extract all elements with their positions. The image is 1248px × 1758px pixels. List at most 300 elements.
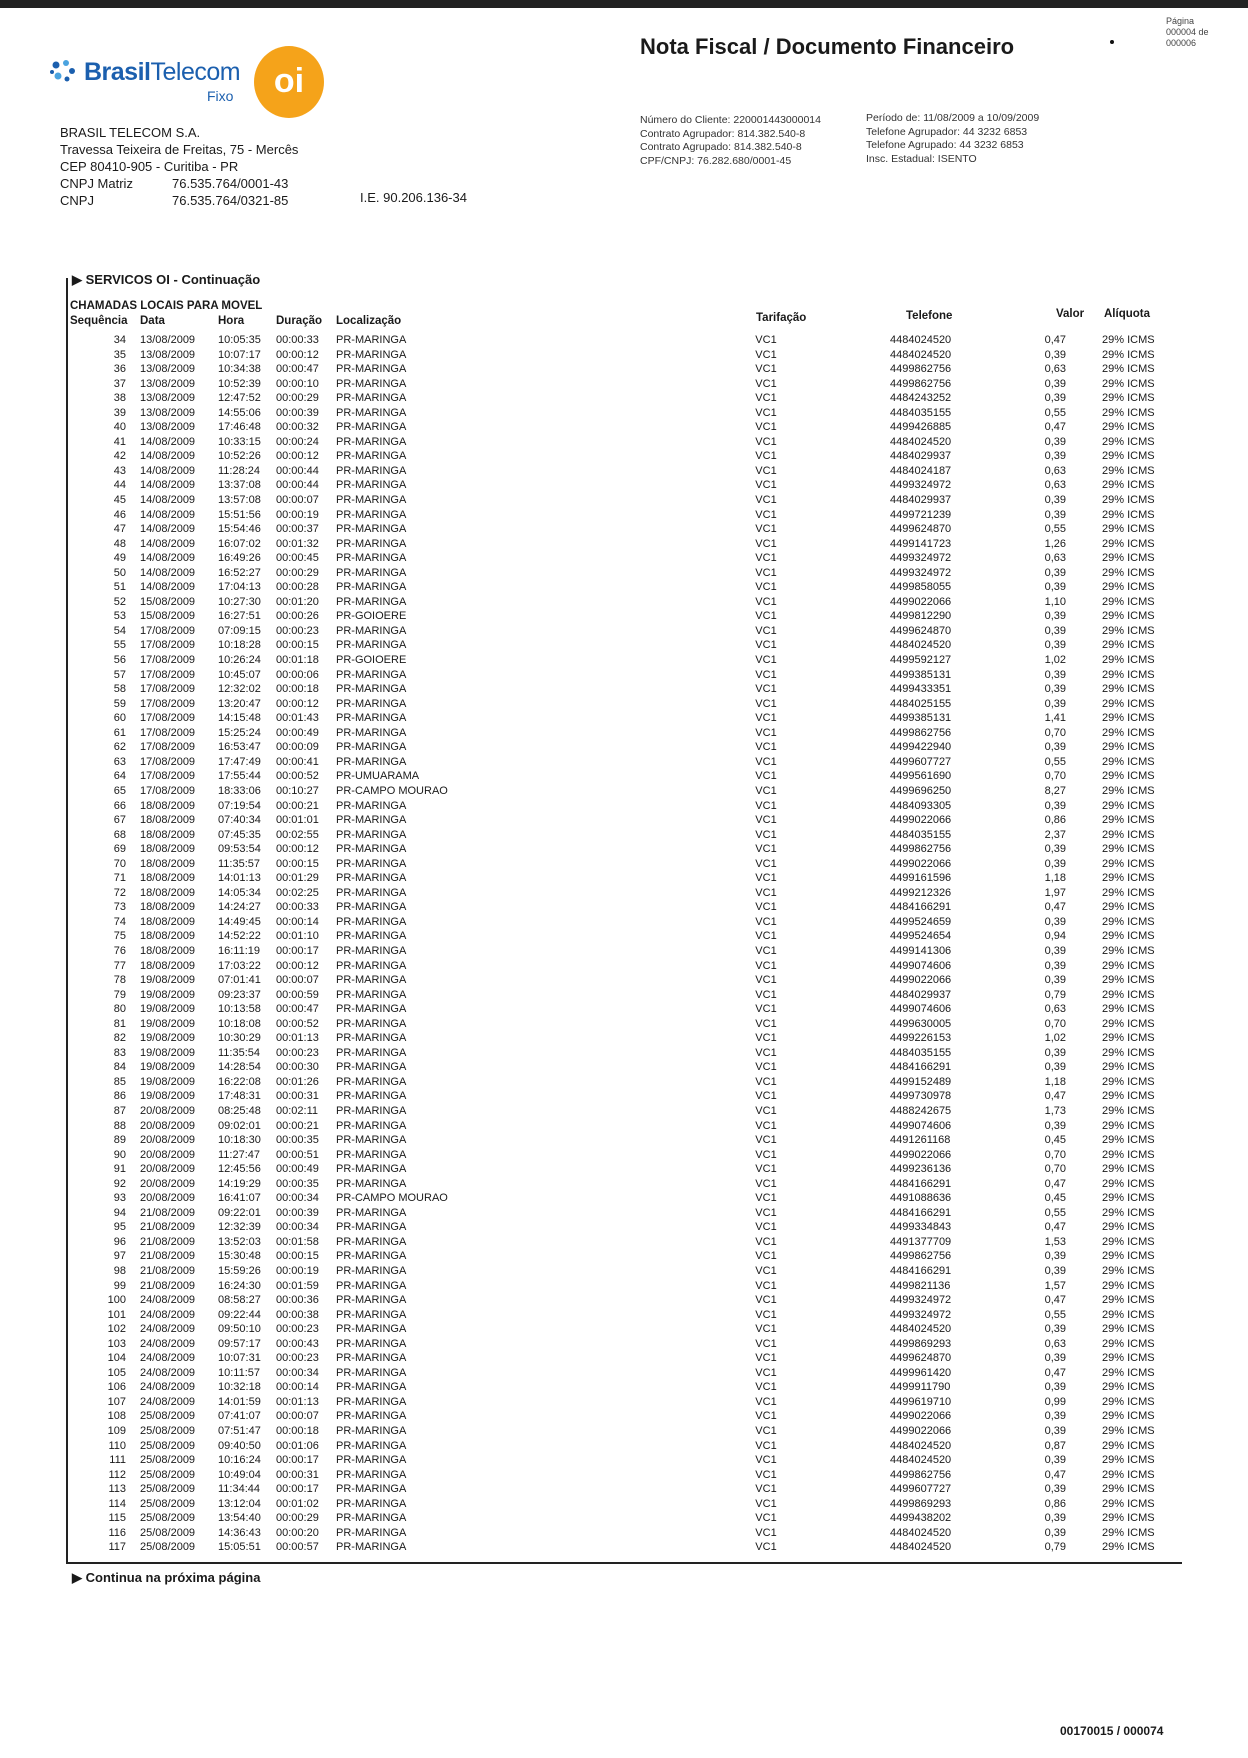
cell-hora: 16:49:26 bbox=[218, 552, 261, 565]
table-row-charges bbox=[736, 580, 1176, 595]
cell-data: 25/08/2009 bbox=[140, 1541, 196, 1554]
cell-duracao: 00:00:47 bbox=[276, 363, 319, 376]
table-row bbox=[66, 726, 486, 741]
cell-tarifacao: VC1 bbox=[755, 1526, 777, 1539]
cell-duracao: 00:00:52 bbox=[276, 770, 319, 783]
cell-sequencia: 55 bbox=[113, 639, 126, 652]
cell-sequencia: 93 bbox=[113, 1192, 126, 1205]
cell-hora: 10:27:30 bbox=[218, 595, 261, 608]
cell-sequencia: 45 bbox=[113, 494, 126, 507]
cell-tarifacao: VC1 bbox=[755, 770, 777, 783]
cell-valor: 0,39 bbox=[1044, 683, 1066, 696]
cell-sequencia: 44 bbox=[113, 479, 126, 492]
cell-data: 14/08/2009 bbox=[140, 523, 196, 536]
cell-aliquota: 29% ICMS bbox=[1102, 712, 1155, 725]
cell-telefone: 4499422940 bbox=[890, 741, 952, 754]
cell-tarifacao: VC1 bbox=[755, 843, 777, 856]
cell-hora: 09:40:50 bbox=[218, 1439, 261, 1452]
table-row bbox=[66, 1133, 486, 1148]
cell-telefone: 4484166291 bbox=[890, 901, 952, 914]
cell-localizacao: PR-MARINGA bbox=[336, 1148, 407, 1161]
cell-tarifacao: VC1 bbox=[755, 1134, 777, 1147]
cell-duracao: 00:00:07 bbox=[276, 494, 319, 507]
cell-sequencia: 50 bbox=[113, 566, 126, 579]
table-row-charges bbox=[736, 377, 1176, 392]
cell-tarifacao: VC1 bbox=[755, 959, 777, 972]
cell-aliquota: 29% ICMS bbox=[1102, 1032, 1155, 1045]
table-row-charges bbox=[736, 391, 1176, 406]
cell-sequencia: 101 bbox=[107, 1308, 126, 1321]
cell-telefone: 4499438202 bbox=[890, 1512, 952, 1525]
cell-telefone: 4499022066 bbox=[890, 1425, 952, 1438]
triangle-right-icon: ▶ bbox=[72, 272, 82, 287]
cell-aliquota: 29% ICMS bbox=[1102, 1439, 1155, 1452]
cell-hora: 17:04:13 bbox=[218, 581, 261, 594]
cell-valor: 0,47 bbox=[1044, 1468, 1066, 1481]
table-row-charges bbox=[736, 1031, 1176, 1046]
cell-tarifacao: VC1 bbox=[755, 1235, 777, 1248]
cell-data: 21/08/2009 bbox=[140, 1250, 196, 1263]
table-row-charges bbox=[736, 1482, 1176, 1497]
cell-sequencia: 66 bbox=[113, 799, 126, 812]
table-row-charges bbox=[736, 711, 1176, 726]
company-name: BRASIL TELECOM S.A. bbox=[60, 125, 201, 140]
table-row-charges bbox=[736, 755, 1176, 770]
table-row bbox=[66, 377, 486, 392]
cell-tarifacao: VC1 bbox=[755, 814, 777, 827]
cell-localizacao: PR-CAMPO MOURAO bbox=[336, 1192, 448, 1205]
cell-duracao: 00:01:58 bbox=[276, 1235, 319, 1248]
cell-localizacao: PR-MARINGA bbox=[336, 726, 407, 739]
cell-duracao: 00:00:23 bbox=[276, 624, 319, 637]
cell-aliquota: 29% ICMS bbox=[1102, 1017, 1155, 1030]
cell-sequencia: 42 bbox=[113, 450, 126, 463]
cell-aliquota: 29% ICMS bbox=[1102, 363, 1155, 376]
table-row bbox=[66, 522, 486, 537]
cell-duracao: 00:00:09 bbox=[276, 741, 319, 754]
cell-aliquota: 29% ICMS bbox=[1102, 1119, 1155, 1132]
cell-aliquota: 29% ICMS bbox=[1102, 1366, 1155, 1379]
cell-sequencia: 38 bbox=[113, 392, 126, 405]
table-row bbox=[66, 784, 486, 799]
table-row-charges bbox=[736, 1235, 1176, 1250]
cell-aliquota: 29% ICMS bbox=[1102, 1221, 1155, 1234]
section-title: ▶ SERVICOS OI - Continuação bbox=[72, 272, 261, 287]
cell-tarifacao: VC1 bbox=[755, 1177, 777, 1190]
cell-duracao: 00:00:20 bbox=[276, 1526, 319, 1539]
cell-valor: 0,39 bbox=[1044, 494, 1066, 507]
table-row bbox=[66, 1395, 486, 1410]
table-row-charges bbox=[736, 1366, 1176, 1381]
cell-tarifacao: VC1 bbox=[755, 523, 777, 536]
table-row-charges bbox=[736, 1453, 1176, 1468]
table-row bbox=[66, 740, 486, 755]
cell-duracao: 00:01:10 bbox=[276, 930, 319, 943]
cell-telefone: 4491261168 bbox=[890, 1134, 951, 1147]
cell-sequencia: 85 bbox=[113, 1075, 126, 1088]
table-row bbox=[66, 973, 486, 988]
cell-hora: 14:19:29 bbox=[218, 1177, 261, 1190]
cell-sequencia: 63 bbox=[113, 755, 126, 768]
cell-tarifacao: VC1 bbox=[755, 1468, 777, 1481]
table-row bbox=[66, 1468, 486, 1483]
cell-duracao: 00:01:18 bbox=[276, 654, 319, 667]
cell-aliquota: 29% ICMS bbox=[1102, 581, 1155, 594]
cell-data: 20/08/2009 bbox=[140, 1148, 196, 1161]
table-row-charges bbox=[736, 348, 1176, 363]
cell-aliquota: 29% ICMS bbox=[1102, 1206, 1155, 1219]
cell-valor: 0,70 bbox=[1044, 1163, 1066, 1176]
cell-data: 17/08/2009 bbox=[140, 726, 196, 739]
table-row-charges bbox=[736, 1409, 1176, 1424]
table-row bbox=[66, 828, 486, 843]
cell-sequencia: 68 bbox=[113, 828, 126, 841]
cell-localizacao: PR-MARINGA bbox=[336, 639, 407, 652]
cell-data: 13/08/2009 bbox=[140, 392, 196, 405]
cell-telefone: 4499334843 bbox=[890, 1221, 952, 1234]
cell-duracao: 00:00:21 bbox=[276, 799, 319, 812]
cell-hora: 16:07:02 bbox=[218, 537, 261, 550]
cell-hora: 16:22:08 bbox=[218, 1075, 261, 1088]
cell-valor: 0,39 bbox=[1044, 697, 1066, 710]
table-row-charges bbox=[736, 1206, 1176, 1221]
cell-hora: 14:52:22 bbox=[218, 930, 261, 943]
cell-data: 15/08/2009 bbox=[140, 595, 196, 608]
cell-sequencia: 59 bbox=[113, 697, 126, 710]
cell-sequencia: 77 bbox=[113, 959, 126, 972]
cell-tarifacao: VC1 bbox=[755, 1512, 777, 1525]
cell-hora: 13:52:03 bbox=[218, 1235, 261, 1248]
cell-sequencia: 111 bbox=[109, 1454, 126, 1467]
table-row bbox=[66, 1220, 486, 1235]
cell-aliquota: 29% ICMS bbox=[1102, 1003, 1155, 1016]
cell-valor: 0,39 bbox=[1044, 1061, 1066, 1074]
cell-localizacao: PR-MARINGA bbox=[336, 523, 407, 536]
cell-duracao: 00:02:11 bbox=[276, 1104, 319, 1117]
cell-sequencia: 96 bbox=[113, 1235, 126, 1248]
cell-telefone: 4484029937 bbox=[890, 988, 952, 1001]
table-row bbox=[66, 1337, 486, 1352]
table-row-charges bbox=[736, 638, 1176, 653]
cell-aliquota: 29% ICMS bbox=[1102, 755, 1155, 768]
table-row bbox=[66, 682, 486, 697]
cell-telefone: 4499862756 bbox=[890, 1468, 952, 1481]
cell-localizacao: PR-GOIOERE bbox=[336, 610, 407, 623]
cell-sequencia: 36 bbox=[113, 363, 126, 376]
table-row bbox=[66, 1409, 486, 1424]
cell-localizacao: PR-MARINGA bbox=[336, 901, 407, 914]
table-row bbox=[66, 1206, 486, 1221]
client-info bbox=[640, 114, 821, 168]
table-row-charges bbox=[736, 406, 1176, 421]
cell-duracao: 00:00:49 bbox=[276, 1163, 319, 1176]
cell-data: 24/08/2009 bbox=[140, 1308, 196, 1321]
cell-valor: 8,27 bbox=[1044, 784, 1066, 797]
cell-localizacao: PR-MARINGA bbox=[336, 1032, 407, 1045]
table-row-charges bbox=[736, 1046, 1176, 1061]
cell-telefone: 4499561690 bbox=[890, 770, 952, 783]
cell-aliquota: 29% ICMS bbox=[1102, 697, 1155, 710]
cell-sequencia: 90 bbox=[113, 1148, 126, 1161]
cell-duracao: 00:00:33 bbox=[276, 901, 319, 914]
cell-sequencia: 41 bbox=[113, 435, 126, 448]
table-row bbox=[66, 1439, 486, 1454]
cell-aliquota: 29% ICMS bbox=[1102, 1250, 1155, 1263]
table-row bbox=[66, 697, 486, 712]
cell-valor: 0,63 bbox=[1044, 1003, 1066, 1016]
cell-duracao: 00:00:24 bbox=[276, 435, 319, 448]
cell-tarifacao: VC1 bbox=[755, 901, 777, 914]
cell-duracao: 00:00:07 bbox=[276, 1410, 319, 1423]
cell-valor: 0,39 bbox=[1044, 435, 1066, 448]
cell-hora: 07:51:47 bbox=[218, 1425, 261, 1438]
cell-duracao: 00:00:14 bbox=[276, 915, 319, 928]
table-row-charges bbox=[736, 1468, 1176, 1483]
table-row-charges bbox=[736, 988, 1176, 1003]
cell-aliquota: 29% ICMS bbox=[1102, 915, 1155, 928]
table-row bbox=[66, 595, 486, 610]
cell-telefone: 4499022066 bbox=[890, 595, 952, 608]
cell-tarifacao: VC1 bbox=[755, 1090, 777, 1103]
cell-localizacao: PR-MARINGA bbox=[336, 683, 407, 696]
cell-tarifacao: VC1 bbox=[755, 508, 777, 521]
cell-valor: 0,55 bbox=[1044, 406, 1066, 419]
cell-tarifacao: VC1 bbox=[755, 1410, 777, 1423]
cell-hora: 16:41:07 bbox=[218, 1192, 261, 1205]
cell-tarifacao: VC1 bbox=[755, 1541, 777, 1554]
cell-sequencia: 64 bbox=[113, 770, 126, 783]
cell-sequencia: 65 bbox=[113, 784, 126, 797]
table-row-charges bbox=[736, 1511, 1176, 1526]
cell-sequencia: 78 bbox=[113, 974, 126, 987]
cell-telefone: 4499592127 bbox=[890, 654, 952, 667]
cell-data: 17/08/2009 bbox=[140, 770, 196, 783]
cell-tarifacao: VC1 bbox=[755, 828, 777, 841]
cell-aliquota: 29% ICMS bbox=[1102, 450, 1155, 463]
cell-sequencia: 52 bbox=[113, 595, 126, 608]
cell-valor: 0,63 bbox=[1044, 479, 1066, 492]
cell-data: 21/08/2009 bbox=[140, 1265, 196, 1277]
cell-data: 17/08/2009 bbox=[140, 741, 196, 754]
cell-data: 24/08/2009 bbox=[140, 1381, 196, 1394]
table-row-charges bbox=[736, 959, 1176, 974]
cell-duracao: 00:00:18 bbox=[276, 1425, 319, 1438]
cell-sequencia: 113 bbox=[108, 1483, 126, 1496]
cell-tarifacao: VC1 bbox=[755, 464, 777, 477]
cell-telefone: 4484035155 bbox=[890, 828, 952, 841]
cell-valor: 0,47 bbox=[1044, 1177, 1066, 1190]
table-row bbox=[66, 1177, 486, 1192]
cell-data: 20/08/2009 bbox=[140, 1177, 196, 1190]
cell-telefone: 4499074606 bbox=[890, 959, 952, 972]
cell-valor: 0,39 bbox=[1044, 1352, 1066, 1365]
table-row-charges bbox=[736, 813, 1176, 828]
cell-telefone: 4499022066 bbox=[890, 1148, 952, 1161]
cell-tarifacao: VC1 bbox=[755, 1148, 777, 1161]
inscricao-isento: Insc. Estadual: ISENTO bbox=[866, 152, 977, 165]
cell-data: 19/08/2009 bbox=[140, 988, 196, 1001]
cell-localizacao: PR-MARINGA bbox=[336, 974, 407, 987]
cell-tarifacao: VC1 bbox=[755, 741, 777, 754]
cell-data: 17/08/2009 bbox=[140, 654, 196, 667]
table-row-charges bbox=[736, 653, 1176, 668]
cell-duracao: 00:00:34 bbox=[276, 1192, 319, 1205]
cell-sequencia: 89 bbox=[113, 1134, 126, 1147]
cell-tarifacao: VC1 bbox=[755, 1483, 777, 1496]
cell-localizacao: PR-MARINGA bbox=[336, 1134, 407, 1147]
cell-valor: 0,47 bbox=[1044, 1366, 1066, 1379]
cell-tarifacao: VC1 bbox=[755, 1279, 777, 1292]
table-row-charges bbox=[736, 1060, 1176, 1075]
cnpj-matriz-row bbox=[60, 175, 298, 192]
cell-aliquota: 29% ICMS bbox=[1102, 799, 1155, 812]
table-row-charges bbox=[736, 537, 1176, 552]
calls-table-right bbox=[736, 333, 1176, 1555]
cell-localizacao: PR-MARINGA bbox=[336, 886, 407, 899]
cell-localizacao: PR-GOIOERE bbox=[336, 654, 407, 667]
cell-telefone: 4499324972 bbox=[890, 566, 952, 579]
cell-valor: 0,39 bbox=[1044, 1381, 1066, 1394]
cell-aliquota: 29% ICMS bbox=[1102, 377, 1155, 390]
cell-hora: 16:53:47 bbox=[218, 741, 261, 754]
cell-telefone: 4499074606 bbox=[890, 1003, 952, 1016]
cell-aliquota: 29% ICMS bbox=[1102, 639, 1155, 652]
cell-data: 21/08/2009 bbox=[140, 1221, 196, 1234]
table-row-charges bbox=[736, 1337, 1176, 1352]
cell-data: 24/08/2009 bbox=[140, 1366, 196, 1379]
cell-valor: 0,39 bbox=[1044, 1323, 1066, 1336]
cell-localizacao: PR-MARINGA bbox=[336, 363, 407, 376]
cell-localizacao: PR-MARINGA bbox=[336, 1308, 407, 1321]
cell-valor: 0,94 bbox=[1044, 930, 1066, 943]
cell-telefone: 4484093305 bbox=[890, 799, 952, 812]
table-row-charges bbox=[736, 464, 1176, 479]
cell-duracao: 00:00:07 bbox=[276, 974, 319, 987]
cell-tarifacao: VC1 bbox=[755, 1163, 777, 1176]
cell-telefone: 4499624870 bbox=[890, 1352, 952, 1365]
cell-tarifacao: VC1 bbox=[755, 857, 777, 870]
table-row-charges bbox=[736, 478, 1176, 493]
cell-data: 18/08/2009 bbox=[140, 901, 196, 914]
cell-duracao: 00:01:59 bbox=[276, 1279, 319, 1292]
cell-hora: 10:13:58 bbox=[218, 1003, 261, 1016]
cell-hora: 10:07:17 bbox=[218, 348, 261, 361]
table-row bbox=[66, 1162, 486, 1177]
oi-logo bbox=[254, 46, 324, 118]
cell-hora: 17:47:49 bbox=[218, 755, 261, 768]
cell-telefone: 4499869293 bbox=[890, 1337, 952, 1350]
table-row bbox=[66, 1424, 486, 1439]
table-row bbox=[66, 1031, 486, 1046]
cell-aliquota: 29% ICMS bbox=[1102, 1075, 1155, 1088]
table-row-charges bbox=[736, 333, 1176, 348]
table-row bbox=[66, 1351, 486, 1366]
cell-tarifacao: VC1 bbox=[755, 552, 777, 565]
contrato-agrupador: Contrato Agrupador: 814.382.540-8 bbox=[640, 127, 806, 140]
table-row-charges bbox=[736, 522, 1176, 537]
cell-telefone: 4499862756 bbox=[890, 726, 952, 739]
cell-data: 14/08/2009 bbox=[140, 494, 196, 507]
cell-telefone: 4499385131 bbox=[890, 668, 952, 681]
header-data: Data bbox=[140, 315, 165, 327]
cell-sequencia: 97 bbox=[113, 1250, 126, 1263]
cell-data: 17/08/2009 bbox=[140, 784, 196, 797]
table-row bbox=[66, 769, 486, 784]
cell-data: 25/08/2009 bbox=[140, 1410, 196, 1423]
cell-localizacao: PR-MARINGA bbox=[336, 1323, 407, 1336]
cell-aliquota: 29% ICMS bbox=[1102, 1235, 1155, 1248]
cell-aliquota: 29% ICMS bbox=[1102, 683, 1155, 696]
cell-tarifacao: VC1 bbox=[755, 406, 777, 419]
cell-localizacao: PR-MARINGA bbox=[336, 1017, 407, 1030]
cell-sequencia: 84 bbox=[113, 1061, 126, 1074]
cell-hora: 10:30:29 bbox=[218, 1032, 261, 1045]
table-row bbox=[66, 668, 486, 683]
cell-hora: 14:28:54 bbox=[218, 1061, 261, 1074]
cell-telefone: 4499624870 bbox=[890, 523, 952, 536]
cell-localizacao: PR-MARINGA bbox=[336, 1061, 407, 1074]
cell-localizacao: PR-MARINGA bbox=[336, 334, 407, 346]
cell-duracao: 00:01:26 bbox=[276, 1075, 319, 1088]
cell-tarifacao: VC1 bbox=[755, 1061, 777, 1074]
cell-valor: 0,55 bbox=[1044, 1308, 1066, 1321]
cell-telefone: 4499022066 bbox=[890, 857, 952, 870]
document-title: Nota Fiscal / Documento Financeiro bbox=[640, 34, 1015, 59]
cell-duracao: 00:01:43 bbox=[276, 712, 319, 725]
cell-tarifacao: VC1 bbox=[755, 1308, 777, 1321]
table-row-charges bbox=[736, 886, 1176, 901]
cell-hora: 09:57:17 bbox=[218, 1337, 261, 1350]
cell-data: 13/08/2009 bbox=[140, 334, 196, 346]
cell-tarifacao: VC1 bbox=[755, 1032, 777, 1045]
cell-sequencia: 81 bbox=[113, 1017, 126, 1030]
table-subtitle: CHAMADAS LOCAIS PARA MOVEL bbox=[70, 300, 263, 312]
table-row bbox=[66, 508, 486, 523]
cell-duracao: 00:00:28 bbox=[276, 581, 319, 594]
continue-note: ▶ Continua na próxima página bbox=[72, 1570, 261, 1585]
table-row bbox=[66, 362, 486, 377]
cell-tarifacao: VC1 bbox=[755, 595, 777, 608]
cell-sequencia: 73 bbox=[113, 901, 126, 914]
cell-aliquota: 29% ICMS bbox=[1102, 1061, 1155, 1074]
cell-telefone: 4499141723 bbox=[890, 537, 952, 550]
cell-data: 17/08/2009 bbox=[140, 668, 196, 681]
cell-localizacao: PR-MARINGA bbox=[336, 741, 407, 754]
table-row-charges bbox=[736, 566, 1176, 581]
cell-localizacao: PR-MARINGA bbox=[336, 377, 407, 390]
table-row bbox=[66, 1148, 486, 1163]
cell-duracao: 00:00:29 bbox=[276, 1512, 319, 1525]
table-row bbox=[66, 1322, 486, 1337]
cell-aliquota: 29% ICMS bbox=[1102, 1395, 1155, 1408]
cell-duracao: 00:00:23 bbox=[276, 1046, 319, 1059]
cell-telefone: 4484166291 bbox=[890, 1206, 952, 1219]
table-row-charges bbox=[736, 944, 1176, 959]
cell-tarifacao: VC1 bbox=[755, 610, 777, 623]
cell-valor: 0,39 bbox=[1044, 741, 1066, 754]
cell-sequencia: 87 bbox=[113, 1104, 126, 1117]
cell-sequencia: 74 bbox=[113, 915, 126, 928]
footer-number: 00170015 / 000074 bbox=[1060, 1724, 1164, 1738]
table-row bbox=[66, 1104, 486, 1119]
cell-hora: 12:45:56 bbox=[218, 1163, 261, 1176]
cell-data: 14/08/2009 bbox=[140, 508, 196, 521]
cell-duracao: 00:00:23 bbox=[276, 1323, 319, 1336]
cell-sequencia: 92 bbox=[113, 1177, 126, 1190]
cell-telefone: 4499324972 bbox=[890, 1308, 952, 1321]
cell-localizacao: PR-MARINGA bbox=[336, 494, 407, 507]
table-row bbox=[66, 813, 486, 828]
